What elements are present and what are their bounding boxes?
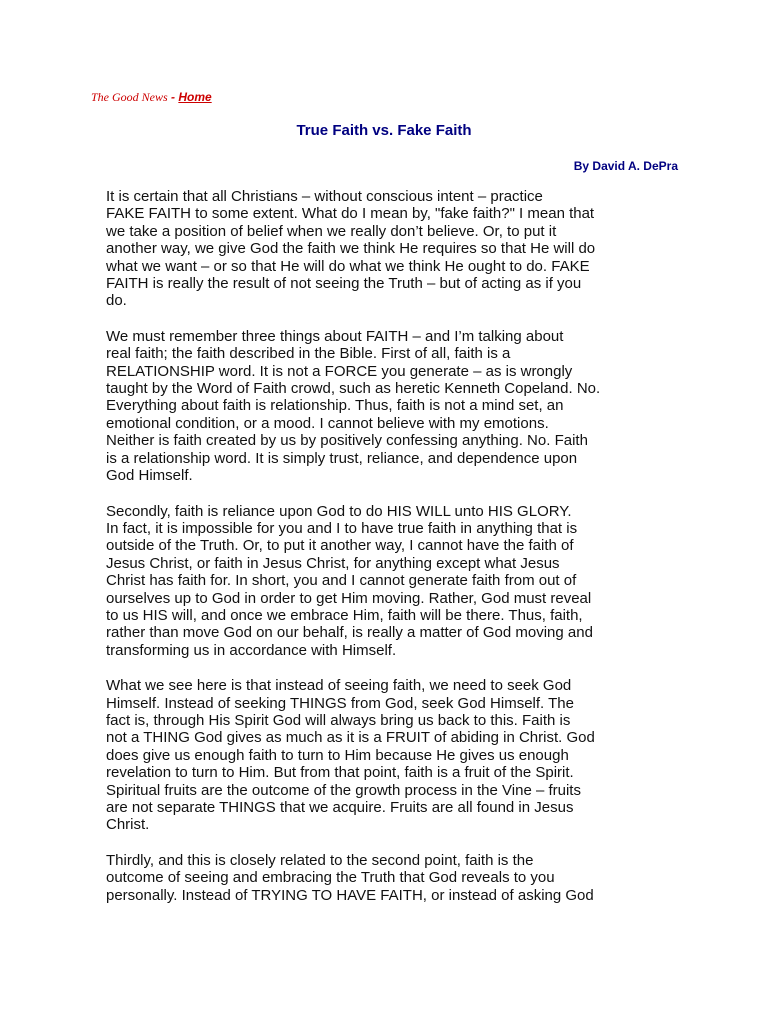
text-line: God Himself.	[106, 467, 193, 485]
text-line: Thirdly, and this is closely related to the second point, faith is the	[106, 851, 534, 869]
home-link[interactable]: Home	[178, 90, 212, 104]
text-line: Spiritual fruits are the outcome of the growth process in the Vine – fruits	[106, 781, 581, 799]
text-line: fact is, through His Spirit God will always bring us back to this. Faith is	[106, 711, 571, 729]
text-line: do.	[106, 292, 127, 310]
article-title: True Faith vs. Fake Faith	[296, 122, 472, 139]
text-line: outside of the Truth. Or, to put it another way, I cannot have the faith of	[106, 537, 574, 555]
text-line: What we see here is that instead of seeing faith, we need to seek God	[106, 677, 572, 695]
text-line: It is certain that all Christians – without conscious intent – practice	[106, 188, 543, 205]
text-line: real faith; the faith described in the Bible. First of all, faith is a	[106, 345, 511, 363]
text-line: another way, we give God the faith we think He requires so that He will do	[106, 240, 596, 258]
text-line: does give us enough faith to turn to Him because He gives us enough	[106, 746, 569, 764]
text-line: what we want – or so that He will do what we think He ought to do. FAKE	[106, 257, 590, 275]
text-line: Himself. Instead of seeking THINGS from God, seek God Himself. The	[106, 694, 574, 712]
text-line: FAITH is really the result of not seeing the Truth – but of acting as if you	[106, 275, 582, 293]
text-line: emotional condition, or a mood. I cannot believe with my emotions.	[106, 414, 549, 432]
text-line: Christ.	[106, 816, 150, 834]
text-line: ourselves up to God in order to get Him moving. Rather, God must reveal	[106, 589, 592, 607]
text-line: Jesus Christ, or faith in Jesus Christ, for anything except what Jesus	[106, 554, 560, 572]
article-body	[91, 188, 681, 922]
text-line: Neither is faith created by us by positively confessing anything. No. Faith	[106, 432, 588, 450]
text-line: we take a position of belief when we really don’t believe. Or, to put it	[106, 222, 557, 240]
text-line: FAKE FAITH to some extent. What do I mean by, "fake faith?" I mean that	[106, 205, 595, 223]
text-line: revelation to turn to Him. But from that point, faith is a fruit of the Spirit.	[106, 764, 574, 782]
text-line: RELATIONSHIP word. It is not a FORCE you generate – as is wrongly	[106, 362, 573, 380]
text-line: personally. Instead of TRYING TO HAVE FAITH, or instead of asking God	[106, 886, 594, 904]
text-line: Secondly, faith is reliance upon God to do HIS WILL unto HIS GLORY.	[106, 502, 572, 520]
text-line: outcome of seeing and embracing the Truth that God reveals to you	[106, 869, 555, 887]
text-line: not a THING God gives as much as it is a FRUIT of abiding in Christ. God	[106, 729, 595, 747]
paragraph-3	[91, 503, 681, 660]
paragraph-4	[91, 677, 681, 834]
site-name: The Good News	[91, 90, 168, 104]
text-line: is a relationship word. It is simply trust, reliance, and dependence upon	[106, 449, 578, 467]
paragraph-2	[91, 328, 681, 485]
paragraph-5	[91, 852, 681, 904]
text-line: In fact, it is impossible for you and I to have true faith in anything that is	[106, 519, 578, 537]
paragraph-1	[91, 188, 681, 310]
text-line: to us HIS will, and once we embrace Him, faith will be there. Thus, faith,	[106, 606, 583, 624]
breadcrumb-separator: -	[167, 90, 179, 104]
text-line: transforming us in accordance with Himself.	[106, 641, 397, 659]
text-line: Christ has faith for. In short, you and I cannot generate faith from out of	[106, 572, 577, 590]
text-line: taught by the Word of Faith crowd, such as heretic Kenneth Copeland. No.	[106, 380, 601, 398]
text-line: rather than move God on our behalf, is really a matter of God moving and	[106, 624, 593, 642]
site-breadcrumb	[91, 90, 212, 104]
article-byline: By David A. DePra	[573, 159, 678, 173]
text-line: We must remember three things about FAITH – and I’m talking about	[106, 327, 564, 345]
text-line: Everything about faith is relationship. Thus, faith is not a mind set, an	[106, 397, 564, 415]
text-line: are not separate THINGS that we acquire. Fruits are all found in Jesus	[106, 799, 574, 816]
